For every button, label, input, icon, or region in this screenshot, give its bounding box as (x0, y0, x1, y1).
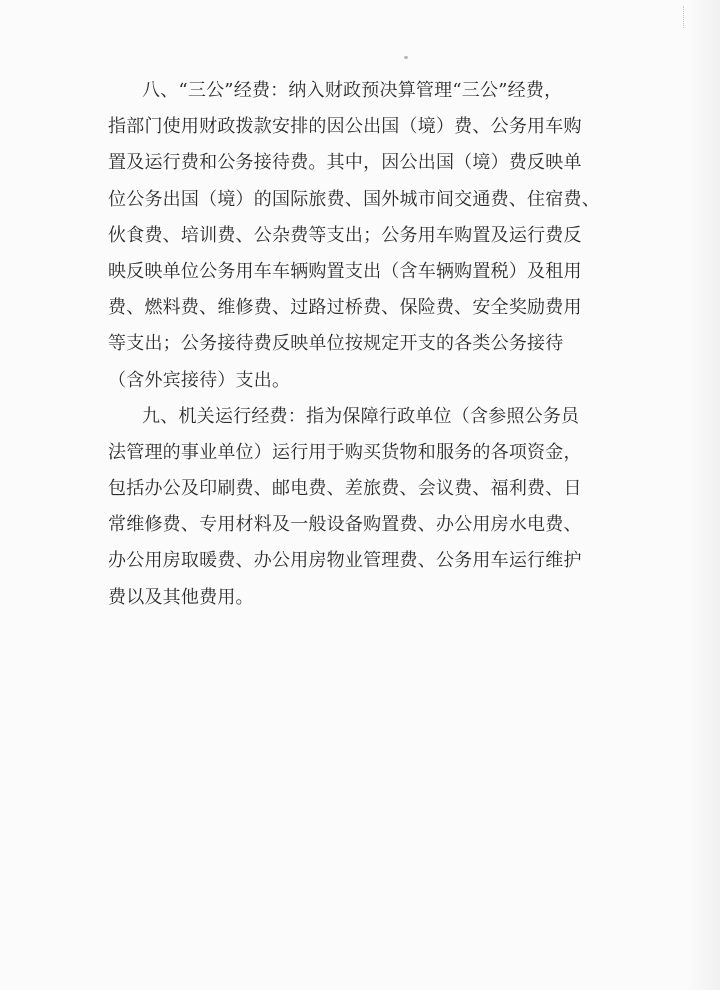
paragraph-line: 费、燃料费、维修费、过路过桥费、保险费、安全奖励费用 (108, 297, 582, 319)
paragraph-line: 包括办公及印刷费、邮电费、差旅费、会议费、福利费、日 (108, 478, 582, 500)
paragraph-line: 等支出；公务接待费反映单位按规定开支的各类公务接待 (108, 333, 564, 355)
paragraph-line: 九、机关运行经费：指为保障行政单位（含参照公务员 (142, 405, 580, 427)
paragraph-line: 八、“三公”经费：纳入财政预决算管理“三公”经费， (142, 80, 563, 101)
paragraph-line: 伙食费、培训费、公杂费等支出；公务用车购置及运行费反 (108, 224, 582, 246)
paragraph-line: （含外宾接待）支出。 (108, 369, 291, 391)
paragraph-line: 法管理的事业单位）运行用于购买货物和服务的各项资金， (108, 441, 582, 463)
paragraph-section-eight (108, 73, 613, 399)
paragraph-line: 置及运行费和公务接待费。其中，因公出国（境）费反映单 (108, 152, 582, 174)
paragraph-line: 办公用房取暖费、办公用房物业管理费、公务用车运行维护 (108, 550, 582, 572)
paragraph-line: 指部门使用财政拨款安排的因公出国（境）费、公务用车购 (108, 116, 582, 138)
paragraph-line: 费以及其他费用。 (108, 586, 254, 608)
scan-edge-shadow (686, 0, 720, 990)
paragraph-section-nine (108, 399, 613, 616)
scan-dust-speck (404, 56, 408, 59)
document-body (108, 73, 613, 616)
scan-artifact-mark (683, 6, 694, 28)
paragraph-line: 映反映单位公务用车车辆购置支出（含车辆购置税）及租用 (108, 260, 582, 282)
paragraph-line: 常维修费、专用材料及一般设备购置费、办公用房水电费、 (108, 514, 582, 536)
paragraph-line: 位公务出国（境）的国际旅费、国外城市间交通费、住宿费、 (108, 188, 600, 210)
